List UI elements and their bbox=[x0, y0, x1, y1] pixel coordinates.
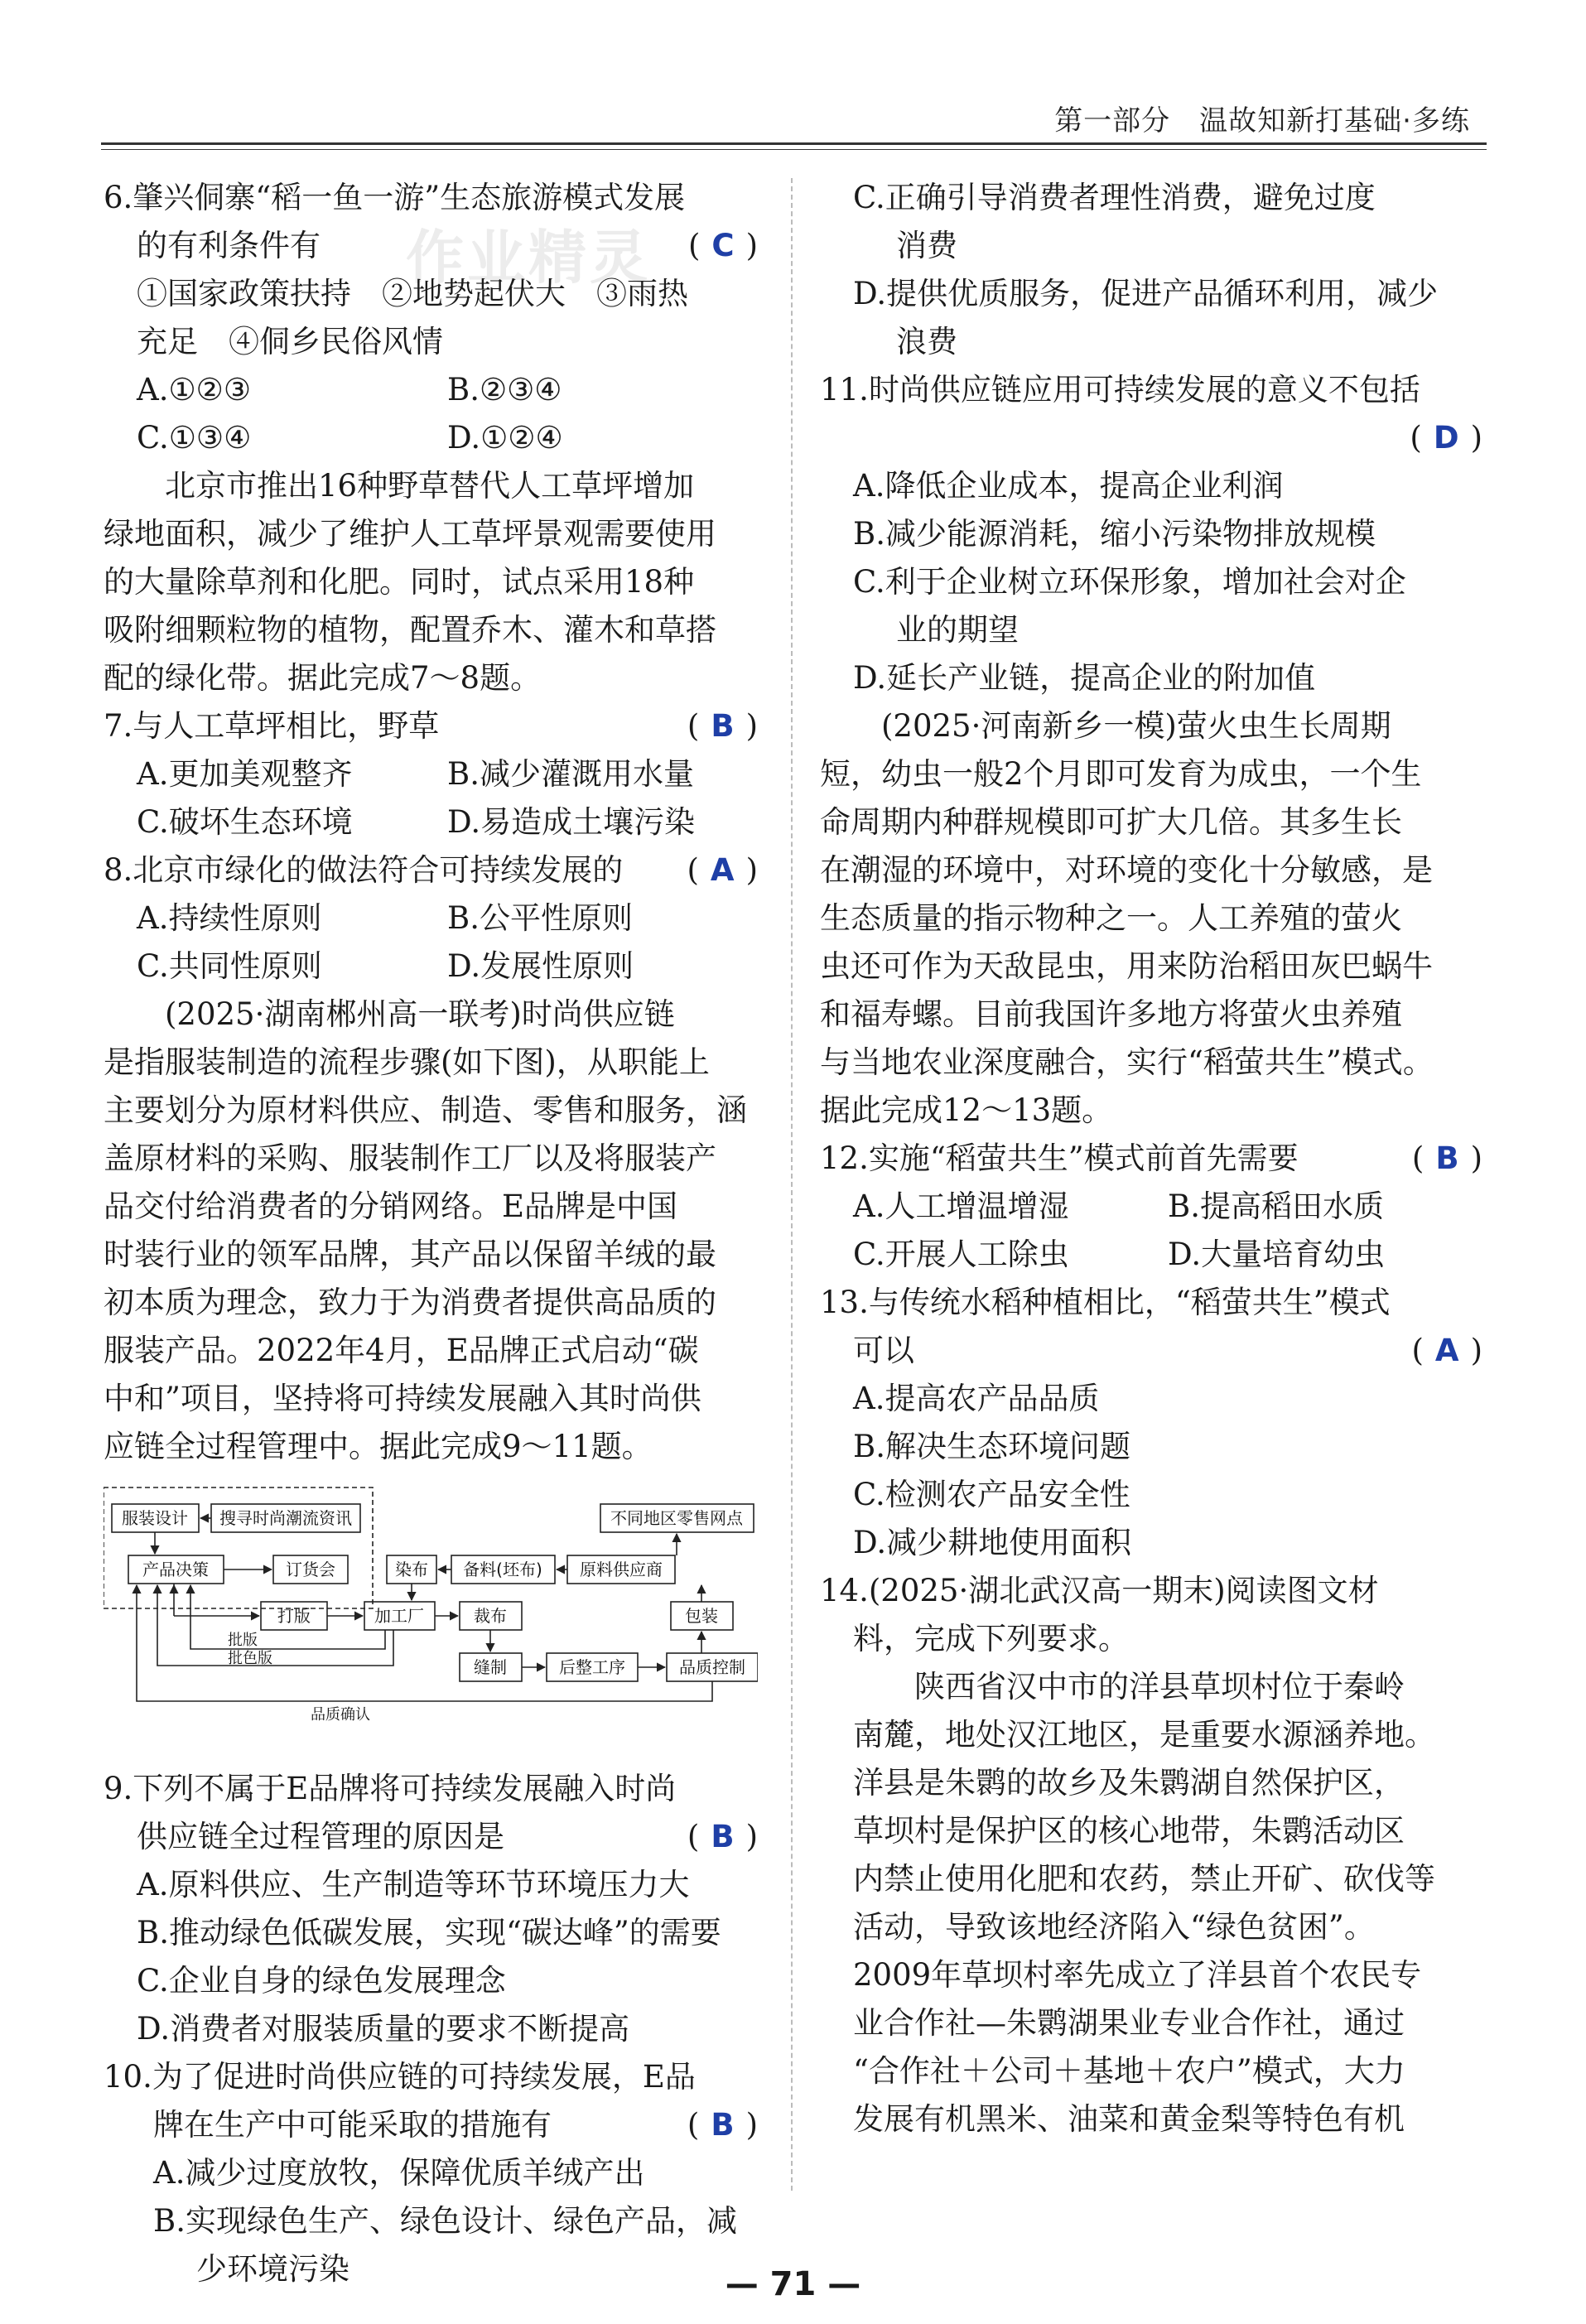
q7-option-d[interactable]: D.易造成土壤污染 bbox=[447, 804, 696, 840]
passage-line: 应链全过程管理中。据此完成9～11题。 bbox=[104, 1429, 653, 1464]
label-order: 订货会 bbox=[286, 1560, 335, 1579]
q9-option-b[interactable]: B.推动绿色低碳发展，实现“碳达峰”的需要 bbox=[137, 1915, 721, 1950]
label-dye: 染布 bbox=[395, 1560, 428, 1579]
q7-answer: ( B ) bbox=[687, 708, 758, 744]
passage-1 bbox=[104, 462, 758, 702]
passage-line: 初本质为理念，致力于为消费者提供高品质的 bbox=[104, 1285, 716, 1320]
q9-stem-cont: 供应链全过程管理的原因是 bbox=[137, 1819, 504, 1854]
label-factory: 加工厂 bbox=[374, 1606, 424, 1626]
q7-option-a[interactable]: A.更加美观整齐 bbox=[137, 756, 353, 792]
passage-line: (2025·湖南郴州高一联考)时尚供应链 bbox=[165, 996, 675, 1032]
column-divider bbox=[791, 178, 793, 2191]
q8-option-a[interactable]: A.持续性原则 bbox=[137, 900, 322, 936]
q13-stem-cont: 可以 bbox=[853, 1333, 914, 1368]
q6-option-a[interactable]: A.①②③ bbox=[137, 372, 251, 407]
q9-option-c[interactable]: C.企业自身的绿色发展理念 bbox=[137, 1963, 506, 1999]
label-pack: 包装 bbox=[685, 1606, 718, 1626]
question-12 bbox=[820, 1135, 1482, 1279]
passage-line: 主要划分为原材料供应、制造、零售和服务，涵 bbox=[104, 1092, 747, 1128]
q6-stem-cont: 的有利条件有 bbox=[137, 228, 321, 263]
passage-line: 陕西省汉中市的洋县草坝村位于秦岭 bbox=[914, 1669, 1405, 1704]
label-quality: 品质确认 bbox=[311, 1706, 370, 1724]
question-9 bbox=[104, 1765, 758, 2053]
q8-option-c[interactable]: C.共同性原则 bbox=[137, 948, 322, 984]
q6-stem: 6.肇兴侗寨“稻一鱼一游”生态旅游模式发展 bbox=[104, 180, 686, 215]
q9-stem: 9.下列不属于E品牌将可持续发展融入时尚 bbox=[104, 1771, 677, 1806]
label-sew: 缝制 bbox=[474, 1657, 507, 1677]
q10-option-b[interactable]: B.实现绿色生产、绿色设计、绿色产品，减 bbox=[153, 2203, 737, 2239]
q7-stem: 7.与人工草坪相比，野草 bbox=[104, 708, 440, 744]
watermark: 作业精灵 bbox=[406, 224, 651, 292]
question-8 bbox=[104, 846, 758, 991]
q13-option-d[interactable]: D.减少耕地使用面积 bbox=[853, 1525, 1132, 1560]
q11-answer: ( D ) bbox=[1410, 420, 1482, 456]
question-10-continued bbox=[820, 174, 1482, 366]
passage-line: 据此完成12～13题。 bbox=[820, 1092, 1113, 1128]
q12-option-d[interactable]: D.大量培育幼虫 bbox=[1168, 1237, 1386, 1272]
label-cut: 裁布 bbox=[474, 1606, 507, 1626]
q12-option-a[interactable]: A.人工增温增湿 bbox=[853, 1189, 1069, 1224]
q8-option-b[interactable]: B.公平性原则 bbox=[447, 900, 633, 936]
q9-option-a[interactable]: A.原料供应、生产制造等环节环境压力大 bbox=[137, 1867, 690, 1902]
q10-answer: ( B ) bbox=[687, 2107, 758, 2143]
question-11 bbox=[820, 366, 1482, 702]
design-group-outline bbox=[104, 1487, 373, 1608]
q13-option-c[interactable]: C.检测农产品安全性 bbox=[853, 1477, 1130, 1512]
q8-option-d[interactable]: D.发展性原则 bbox=[447, 948, 634, 984]
passage-line: “合作社＋公司＋基地＋农户”模式，大力 bbox=[853, 2053, 1405, 2089]
q11-option-a[interactable]: A.降低企业成本，提高企业利润 bbox=[853, 468, 1284, 504]
q13-answer: ( A ) bbox=[1411, 1333, 1482, 1368]
label-batch: 批版 bbox=[228, 1632, 258, 1649]
passage-line: 生态质量的指示物种之一。人工养殖的萤火 bbox=[820, 900, 1402, 936]
passage-line: 绿地面积，减少了维护人工草坪景观需要使用 bbox=[104, 516, 716, 552]
q13-option-a[interactable]: A.提高农产品品质 bbox=[853, 1381, 1100, 1416]
q7-option-b[interactable]: B.减少灌溉用水量 bbox=[447, 756, 694, 792]
passage-line: 南麓，地处汉江地区，是重要水源涵养地。 bbox=[853, 1717, 1435, 1753]
passage-line: 的大量除草剂和化肥。同时，试点采用18种 bbox=[104, 564, 695, 600]
label-qc: 品质控制 bbox=[679, 1657, 745, 1677]
passage-line: 品交付给消费者的分销网络。E品牌是中国 bbox=[104, 1189, 678, 1224]
label-plate: 打版 bbox=[277, 1606, 311, 1626]
passage-line: 洋县是朱鹮的故乡及朱鹮湖自然保护区， bbox=[853, 1765, 1405, 1801]
q14-passage bbox=[820, 1663, 1482, 2143]
passage-line: 配的绿化带。据此完成7～8题。 bbox=[104, 660, 542, 696]
passage-line: 北京市推出16种野草替代人工草坪增加 bbox=[165, 468, 695, 504]
header-rule bbox=[101, 142, 1487, 145]
page-number: — 71 — bbox=[725, 2265, 861, 2303]
passage-line: (2025·河南新乡一模)萤火虫生长周期 bbox=[881, 708, 1391, 744]
passage-line: 活动，导致该地经济陷入“绿色贫困”。 bbox=[853, 1909, 1375, 1945]
passage-line: 中和”项目，坚持将可持续发展融入其时尚供 bbox=[104, 1381, 701, 1416]
passage-line: 服装产品。2022年4月，E品牌正式启动“碳 bbox=[104, 1333, 699, 1368]
label-material: 备料(坯布) bbox=[463, 1560, 542, 1579]
q10-option-b-cont: 少环境污染 bbox=[196, 2251, 349, 2287]
passage-line: 2009年草坝村率先成立了洋县首个农民专 bbox=[853, 1957, 1422, 1993]
label-decision: 产品决策 bbox=[142, 1560, 209, 1579]
q14-stem: 14.(2025·湖北武汉高一期末)阅读图文材 bbox=[820, 1573, 1379, 1608]
q8-stem: 8.北京市绿化的做法符合可持续发展的 bbox=[104, 852, 624, 888]
passage-line: 吸附细颗粒物的植物，配置乔木、灌木和草搭 bbox=[104, 612, 716, 648]
q11-option-b[interactable]: B.减少能源消耗，缩小污染物排放规模 bbox=[853, 516, 1376, 552]
passage-line: 在潮湿的环境中，对环境的变化十分敏感，是 bbox=[820, 852, 1433, 888]
q6-option-d[interactable]: D.①②④ bbox=[447, 420, 563, 456]
label-finish: 后整工序 bbox=[559, 1657, 625, 1677]
q10-option-a[interactable]: A.减少过度放牧，保障优质羊绒产出 bbox=[153, 2155, 645, 2191]
q6-answer: ( C ) bbox=[687, 228, 758, 263]
label-color: 批色版 bbox=[228, 1650, 272, 1667]
label-supplier: 原料供应商 bbox=[580, 1560, 663, 1579]
question-7 bbox=[104, 702, 758, 846]
q10-option-d-cont: 浪费 bbox=[896, 324, 957, 359]
q12-option-b[interactable]: B.提高稻田水质 bbox=[1168, 1189, 1384, 1224]
q11-option-d[interactable]: D.延长产业链，提高企业的附加值 bbox=[853, 660, 1316, 696]
q12-stem: 12.实施“稻萤共生”模式前首先需要 bbox=[820, 1140, 1299, 1176]
q6-option-c[interactable]: C.①③④ bbox=[137, 420, 252, 456]
q10-stem: 10.为了促进时尚供应链的可持续发展，E品 bbox=[104, 2059, 696, 2095]
question-13 bbox=[820, 1279, 1482, 1567]
q11-stem: 11.时尚供应链应用可持续发展的意义不包括 bbox=[820, 372, 1420, 407]
left-column bbox=[104, 174, 758, 2293]
passage-2 bbox=[104, 991, 758, 1471]
label-design: 服装设计 bbox=[122, 1508, 188, 1528]
question-14 bbox=[820, 1567, 1482, 2143]
passage-line: 和福寿螺。目前我国许多地方将萤火虫养殖 bbox=[820, 996, 1402, 1032]
passage-line: 草坝村是保护区的核心地带，朱鹮活动区 bbox=[853, 1813, 1405, 1849]
q10-stem-cont: 牌在生产中可能采取的措施有 bbox=[153, 2107, 552, 2143]
q10-option-c-cont: 消费 bbox=[896, 228, 957, 263]
passage-line: 虫还可作为天敌昆虫，用来防治稻田灰巴蜗牛 bbox=[820, 948, 1433, 984]
header-title: 第一部分 温故知新打基础·多练 bbox=[1054, 104, 1470, 137]
q11-option-c-cont: 业的期望 bbox=[896, 612, 1019, 648]
q9-option-d[interactable]: D.消费者对服装质量的要求不断提高 bbox=[137, 2011, 630, 2047]
label-retail: 不同地区零售网点 bbox=[610, 1508, 743, 1528]
q8-answer: ( A ) bbox=[687, 852, 758, 888]
passage-line: 是指服装制造的流程步骤(如下图)，从职能上 bbox=[104, 1044, 710, 1080]
q9-answer: ( B ) bbox=[687, 1819, 758, 1854]
q11-option-c[interactable]: C.利于企业树立环保形象，增加社会对企 bbox=[853, 564, 1406, 600]
passage-line: 短，幼虫一般2个月即可发育为成虫，一个生 bbox=[820, 756, 1422, 792]
q10-option-d[interactable]: D.提供优质服务，促进产品循环利用，减少 bbox=[853, 276, 1439, 311]
q13-option-b[interactable]: B.解决生态环境问题 bbox=[853, 1429, 1130, 1464]
q6-option-b[interactable]: B.②③④ bbox=[447, 372, 562, 407]
q10-option-c[interactable]: C.正确引导消费者理性消费，避免过度 bbox=[853, 180, 1376, 215]
q12-answer: ( B ) bbox=[1411, 1140, 1482, 1176]
q6-items-cont: 充足 ④侗乡民俗风情 bbox=[137, 324, 443, 359]
header-rule-thin bbox=[101, 149, 1487, 150]
q6-items: ①国家政策扶持 ②地势起伏大 ③雨热 bbox=[137, 276, 688, 311]
passage-line: 业合作社—朱鹮湖果业专业合作社，通过 bbox=[853, 2005, 1405, 2041]
question-10 bbox=[104, 2053, 758, 2293]
q14-stem-cont: 料，完成下列要求。 bbox=[853, 1621, 1129, 1656]
q13-stem: 13.与传统水稻种植相比，“稻萤共生”模式 bbox=[820, 1285, 1391, 1320]
q7-option-c[interactable]: C.破坏生态环境 bbox=[137, 804, 353, 840]
passage-line: 与当地农业深度融合，实行“稻萤共生”模式。 bbox=[820, 1044, 1434, 1080]
supply-chain-diagram bbox=[104, 1479, 758, 1744]
passage-line: 发展有机黑米、油菜和黄金梨等特色有机 bbox=[853, 2101, 1405, 2137]
passage-line: 命周期内种群规模即可扩大几倍。其多生长 bbox=[820, 804, 1402, 840]
question-6 bbox=[104, 174, 758, 462]
q12-option-c[interactable]: C.开展人工除虫 bbox=[853, 1237, 1069, 1272]
passage-line: 内禁止使用化肥和农药，禁止开矿、砍伐等 bbox=[853, 1861, 1435, 1897]
right-column bbox=[820, 174, 1482, 2143]
passage-line: 时装行业的领军品牌，其产品以保留羊绒的最 bbox=[104, 1237, 716, 1272]
label-search: 搜寻时尚潮流资讯 bbox=[219, 1508, 352, 1528]
passage-3 bbox=[820, 702, 1482, 1135]
passage-line: 盖原材料的采购、服装制作工厂以及将服装产 bbox=[104, 1140, 716, 1176]
